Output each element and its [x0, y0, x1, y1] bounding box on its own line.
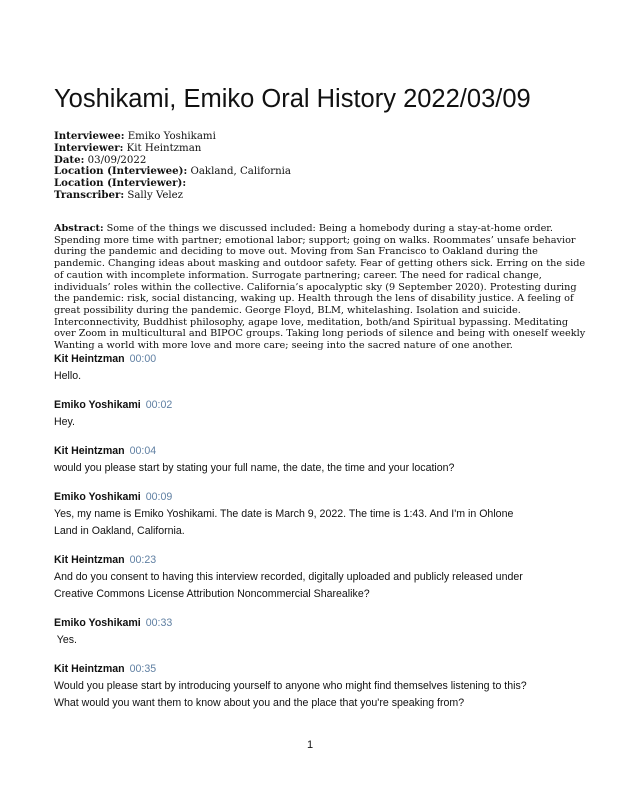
abstract-line: great possibility during the pandemic. George Floyd, BLM, whitelashing. Isolation and suicide. [54, 304, 521, 316]
turn-text: And do you consent to having this interview recorded, digitally uploaded and publicly released under Creative Commons License Attribution Noncommercial Sharealike? [54, 571, 523, 600]
meta-label: Date: [54, 153, 85, 166]
timestamp: 00:02 [145, 399, 173, 411]
timestamp: 00:33 [145, 617, 173, 629]
abstract-line: the pandemic: risk, social distancing, waking up. Health through the lens of disability justice. A feeling of [54, 293, 574, 305]
abstract [54, 223, 586, 352]
turn-text: Yes, my name is Emiko Yoshikami. The date is March 9, 2022. The time is 1:43. And I'm in Ohlone Land in Oakland, California. [54, 508, 514, 537]
meta-label: Interviewee: [54, 130, 125, 142]
meta-interviewee [54, 131, 574, 143]
transcript-turn [54, 443, 574, 477]
page-title: Yoshikami, Emiko Oral History 2022/03/09 [54, 85, 531, 113]
transcript-turn [54, 552, 574, 603]
abstract-label: Abstract: [54, 223, 104, 234]
interview-metadata [54, 131, 574, 202]
abstract-line: Wanting a world with more love and more care; seeing into the sacred nature of one another. [54, 340, 513, 352]
page-number: 1 [306, 739, 314, 751]
abstract-line: Spending more time with partner; emotional labor; support; going on walks. Roommates’ unsafe behavior [54, 234, 576, 246]
speaker-name: Kit Heintzman [54, 353, 125, 365]
transcript-turn [54, 351, 574, 385]
speaker-name: Emiko Yoshikami [54, 399, 141, 411]
turn-text: Yes. [54, 634, 77, 646]
transcript-turn [54, 615, 574, 649]
abstract-line: individuals’ roles within the collective. California’s apocalyptic sky (9 September 2020). Protesting during [54, 281, 577, 293]
abstract-line: Interconnectivity, Buddhist philosophy, agape love, meditation, both/and Spiritual bypassing. Meditating [54, 316, 569, 328]
meta-location-interviewer [54, 178, 574, 190]
meta-value: 03/09/2022 [87, 154, 147, 166]
speaker-name: Kit Heintzman [54, 554, 125, 566]
speaker-name: Kit Heintzman [54, 445, 125, 457]
timestamp: 00:23 [129, 554, 157, 566]
meta-label: Interviewer: [54, 141, 124, 154]
abstract-line: over Zoom in multicultural and BIPOC groups. Taking long periods of silence and being with oneself weekly [54, 328, 586, 340]
abstract-line: during the pandemic and deciding to move out. Moving from San Francisco to Oakland during the [54, 246, 538, 258]
turn-text: Hey. [54, 416, 75, 428]
timestamp: 00:00 [129, 353, 157, 365]
transcript-turn [54, 397, 574, 431]
timestamp: 00:09 [145, 491, 173, 503]
speaker-name: Emiko Yoshikami [54, 617, 141, 629]
meta-interviewer [54, 143, 574, 155]
timestamp: 00:35 [129, 663, 157, 675]
meta-value: Sally Velez [127, 189, 184, 201]
meta-value: Kit Heintzman [126, 142, 202, 154]
turn-text: would you please start by stating your full name, the date, the time and your location? [54, 462, 455, 474]
meta-label: Location (Interviewee): [54, 165, 188, 178]
speaker-name: Kit Heintzman [54, 663, 125, 675]
turn-text: Would you please start by introducing yourself to anyone who might find themselves listening to this? What would you want them to know about you and the place that you're speaking from? [54, 680, 527, 709]
speaker-name: Emiko Yoshikami [54, 491, 141, 503]
abstract-line: Abstract: Some of the things we discussed included: Being a homebody during a stay-at-home order. [54, 223, 553, 234]
abstract-line: of caution with incomplete information. Surrogate partnering; career. The need for radical change, [54, 269, 542, 281]
meta-value: Emiko Yoshikami [127, 131, 216, 142]
transcript-turn [54, 489, 574, 540]
meta-label: Location (Interviewer): [54, 177, 187, 190]
timestamp: 00:04 [129, 445, 157, 457]
abstract-line: pandemic. Changing ideas about masking and outdoor safety. Fear of getting others sick. Erring on the side [54, 258, 586, 270]
transcript [54, 351, 574, 724]
meta-label: Transcriber: [54, 188, 125, 201]
turn-text: Hello. [54, 370, 82, 382]
meta-value: Oakland, California [190, 166, 292, 178]
transcript-turn [54, 661, 574, 712]
meta-transcriber [54, 190, 574, 202]
